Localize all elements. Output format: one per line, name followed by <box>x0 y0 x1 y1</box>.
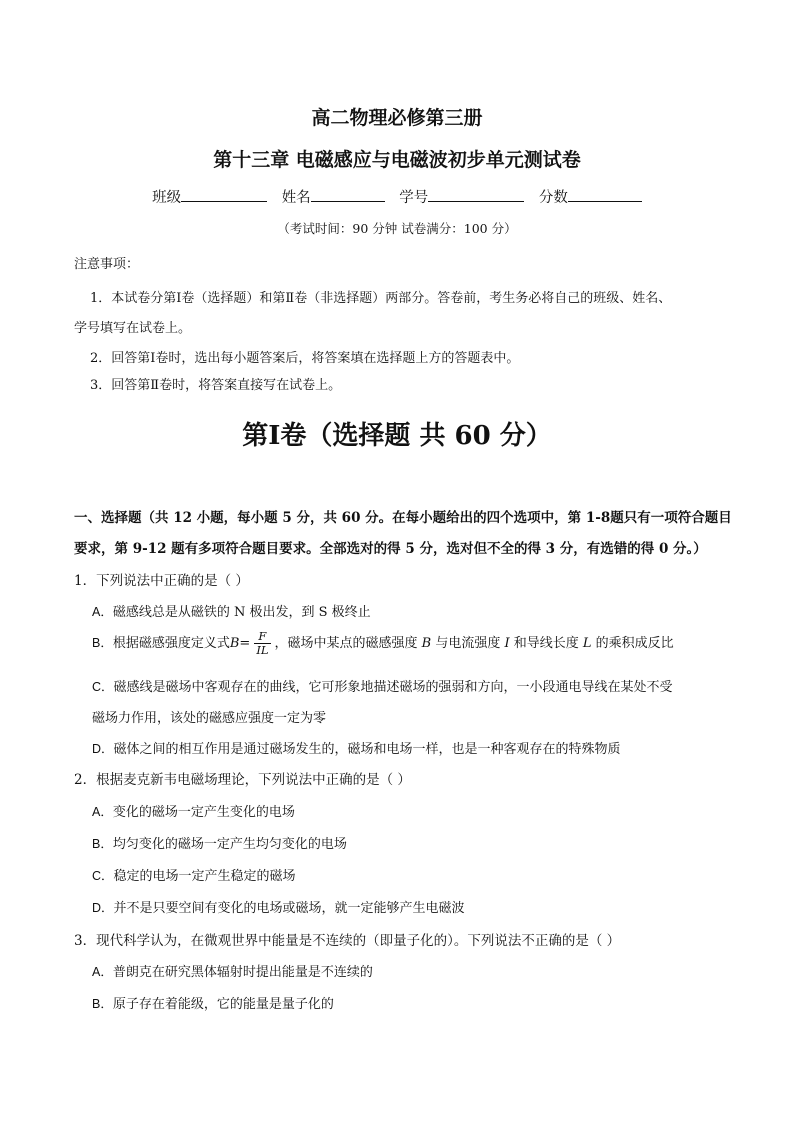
option-label: B． <box>92 997 113 1011</box>
option-text: 稳定的电场一定产生稳定的磁场 <box>113 869 296 884</box>
student-id-field-label: 学号 <box>399 190 429 206</box>
variable-l: L <box>582 636 592 651</box>
score-field-label: 分数 <box>538 190 568 206</box>
question-stem: 1．下列说法中正确的是（ ） <box>74 573 249 589</box>
option-text: ，磁场中某点的磁感强度 <box>274 636 422 651</box>
section-instructions-line2: 要求，第 9-12 题有多项符合题目要求。全部选对的得 5 分，选对但不全的得 3 分，有选错的得 0 分。） <box>74 541 707 557</box>
option-text: 原子存在着能级，它的能量是量子化的 <box>112 997 334 1012</box>
exam-title-line2: 第十三章 电磁感应与电磁波初步单元测试卷 <box>213 149 581 171</box>
class-field-blank[interactable] <box>181 188 267 202</box>
option-label: A． <box>92 605 113 619</box>
option-text: 磁体之间的相互作用是通过磁场发生的，磁场和电场一样，也是一种客观存在的特殊物质 <box>113 742 621 757</box>
question-stem: 2．根据麦克新韦电磁场理论，下列说法中正确的是（ ） <box>74 772 411 788</box>
variable-b: B <box>421 636 432 651</box>
option-a[interactable] <box>92 961 373 980</box>
fraction-numerator: F <box>254 630 270 644</box>
name-field-blank[interactable] <box>311 188 385 202</box>
student-id-field-blank[interactable] <box>428 188 524 202</box>
option-a[interactable] <box>92 801 295 820</box>
note-item: 3．回答第Ⅱ卷时，将答案直接写在试卷上。 <box>90 378 342 393</box>
option-text: 普朗克在研究黑体辐射时提出能量是不连续的 <box>112 965 373 980</box>
formula-fraction <box>254 630 270 657</box>
variable-i: I <box>504 636 510 651</box>
option-text: 磁感线是磁场中客观存在的曲线，它可形象地描述磁场的强弱和方向，一小段通电导线在某处不受 <box>113 680 673 695</box>
option-text: 磁感线总是从磁铁的 N 极出发，到 S 极终止 <box>112 605 371 620</box>
student-info-fields <box>0 186 794 207</box>
option-text: 和导线长度 <box>509 636 583 651</box>
option-text: 并不是只要空间有变化的电场或磁场，就一定能够产生电磁波 <box>113 901 465 916</box>
exam-time-score-info: （考试时间：90 分钟 试卷满分：100 分） <box>277 221 517 236</box>
option-b[interactable] <box>92 833 347 852</box>
option-b[interactable] <box>92 993 334 1012</box>
option-c[interactable] <box>92 676 673 695</box>
note-item: 学号填写在试卷上。 <box>74 321 192 336</box>
note-item: 1．本试卷分第Ⅰ卷（选择题）和第Ⅱ卷（非选择题）两部分。答卷前，考生务必将自己的班级、姓名、 <box>90 291 672 306</box>
score-field-blank[interactable] <box>568 188 642 202</box>
option-a[interactable] <box>92 601 371 620</box>
formula-equals: = <box>239 636 251 651</box>
question-stem: 3．现代科学认为，在微观世界中能量是不连续的（即量子化的）。下列说法不正确的是（ ） <box>74 933 621 949</box>
option-c[interactable] <box>92 865 296 884</box>
option-text: 变化的磁场一定产生变化的电场 <box>112 805 295 820</box>
option-label: B． <box>92 837 113 851</box>
name-field-label: 姓名 <box>281 190 311 206</box>
option-d[interactable] <box>92 738 621 757</box>
formula-lhs: B <box>229 636 240 651</box>
class-field-label: 班级 <box>152 190 182 206</box>
exam-title-line1: 高二物理必修第三册 <box>311 107 483 129</box>
option-label: B． <box>92 636 113 650</box>
option-text: 与电流强度 <box>431 636 505 651</box>
option-label: C． <box>92 680 114 694</box>
section-title: 第Ⅰ卷（选择题 共 60 分） <box>242 421 552 451</box>
option-d[interactable] <box>92 897 465 916</box>
note-item: 2．回答第Ⅰ卷时，选出每小题答案后，将答案填在选择题上方的答题表中。 <box>90 351 520 366</box>
fraction-denominator: IL <box>256 643 269 657</box>
option-label: D． <box>92 742 114 756</box>
option-text: 均匀变化的磁场一定产生均匀变化的电场 <box>112 837 347 852</box>
notes-heading: 注意事项： <box>74 257 140 272</box>
option-label: A． <box>92 805 113 819</box>
option-label: D． <box>92 901 114 915</box>
option-label: C． <box>92 869 114 883</box>
option-text: 根据磁感强度定义式 <box>112 636 230 651</box>
option-c-continued: 磁场力作用，该处的磁感应强度一定为零 <box>92 711 327 726</box>
option-label: A． <box>92 965 113 979</box>
section-instructions-line1: 一、选择题（共 12 小题，每小题 5 分，共 60 分。在每小题给出的四个选项中，第 1-8题只有一项符合题目 <box>74 510 732 526</box>
option-text: 的乘积成反比 <box>591 636 674 651</box>
option-b[interactable] <box>92 630 674 657</box>
